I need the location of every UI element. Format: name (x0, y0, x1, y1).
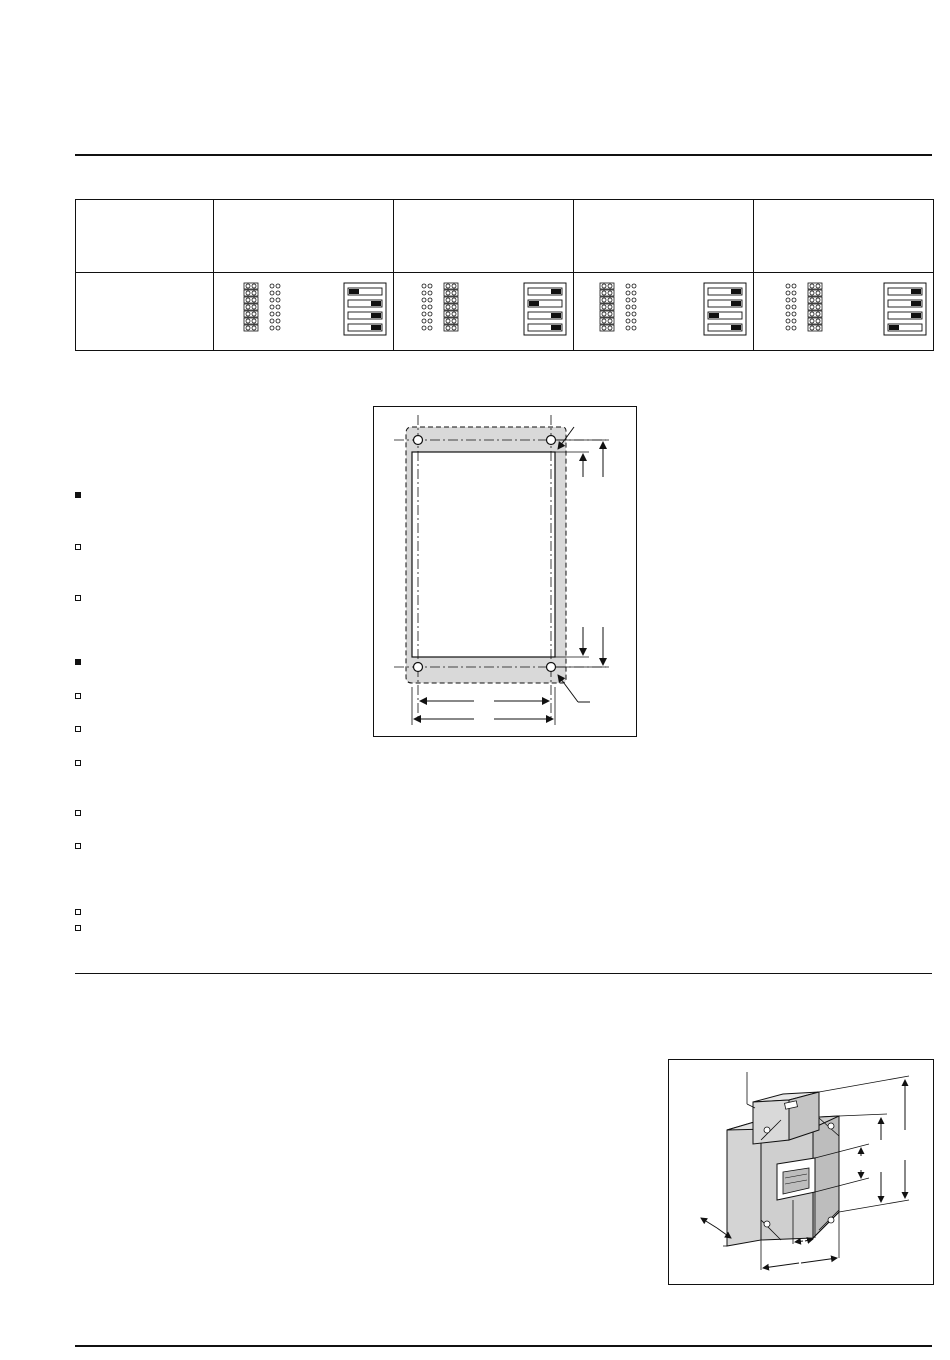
list-item-bullet (75, 760, 81, 766)
jumper-pin (786, 291, 790, 295)
list-item-bullet (75, 810, 81, 816)
jumper-pin (428, 326, 432, 330)
jumper-pin (626, 312, 630, 316)
jumper-pin (626, 291, 630, 295)
jumper-pin (276, 319, 280, 323)
dip-switch-knob (889, 325, 899, 330)
jumper-pin (270, 326, 274, 330)
jumper-pin (792, 312, 796, 316)
dip-switch-knob (709, 313, 719, 318)
jumper-pin (602, 326, 606, 330)
jumper-pin (252, 298, 256, 302)
jumper-pin (786, 305, 790, 309)
jumper-pin (816, 305, 820, 309)
jumper-pin (632, 291, 636, 295)
dip-switch-knob (911, 301, 921, 306)
jumper-pin (792, 326, 796, 330)
jumper-pin (246, 326, 250, 330)
switch-cell-2 (394, 273, 574, 351)
dip-switch-knob (911, 289, 921, 294)
dip-switch-diagram-2 (394, 273, 572, 345)
jumper-pin (270, 305, 274, 309)
jumper-pin (422, 305, 426, 309)
switch-cell-4 (754, 273, 934, 351)
jumper-pin (422, 312, 426, 316)
jumper-pin (246, 305, 250, 309)
jumper-pin (602, 291, 606, 295)
jumper-pin (810, 326, 814, 330)
jumper-pin (816, 291, 820, 295)
jumper-pin (422, 291, 426, 295)
jumper-pin (270, 319, 274, 323)
jumper-pin (602, 319, 606, 323)
top-rule (75, 154, 932, 156)
list-item-bullet (75, 544, 81, 550)
jumper-pin (608, 291, 612, 295)
jumper-pin (276, 312, 280, 316)
list-item-bullet (75, 843, 81, 849)
list-item-bullet (75, 909, 81, 915)
jumper-pin (246, 284, 250, 288)
jumper-pin (816, 326, 820, 330)
jumper-pin (602, 298, 606, 302)
dip-switch-knob (731, 289, 741, 294)
jumper-pin (452, 326, 456, 330)
dip-switch-knob (371, 313, 381, 318)
jumper-pin (608, 284, 612, 288)
dip-switch-knob (551, 289, 561, 294)
jumper-pin (786, 298, 790, 302)
jumper-pin (452, 312, 456, 316)
jumper-pin (810, 305, 814, 309)
header-cell-label (76, 200, 214, 273)
jumper-pin (608, 305, 612, 309)
switch-cell-1 (214, 273, 394, 351)
jumper-pin (452, 305, 456, 309)
jumper-pin (626, 305, 630, 309)
jumper-pin (446, 291, 450, 295)
jumper-pin (270, 291, 274, 295)
jumper-pin (270, 312, 274, 316)
dip-switch-diagram-4 (754, 273, 932, 345)
jumper-pin (792, 291, 796, 295)
dip-switch-knob (731, 301, 741, 306)
jumper-pin (452, 298, 456, 302)
jumper-pin (632, 305, 636, 309)
jumper-pin (792, 319, 796, 323)
jumper-pin (252, 284, 256, 288)
jumper-pin (446, 305, 450, 309)
mounting-cutout-drawing-icon (374, 407, 636, 736)
jumper-pin (602, 284, 606, 288)
jumper-pin (602, 305, 606, 309)
header-cell-4 (754, 200, 934, 273)
header-cell-3 (574, 200, 754, 273)
jumper-pin (786, 312, 790, 316)
list-item-bullet (75, 659, 81, 665)
switch-cell-3 (574, 273, 754, 351)
current-transformer-drawing-icon (669, 1060, 933, 1284)
dip-switch-knob (371, 301, 381, 306)
middle-rule (75, 973, 932, 974)
jumper-pin (608, 312, 612, 316)
dip-switch-knob (551, 313, 561, 318)
jumper-pin (632, 326, 636, 330)
jumper-pin (602, 312, 606, 316)
jumper-pin (270, 284, 274, 288)
dip-switch-knob (529, 301, 539, 306)
jumper-pin (428, 284, 432, 288)
jumper-pin (446, 312, 450, 316)
jumper-pin (428, 298, 432, 302)
jumper-pin (792, 284, 796, 288)
list-item-bullet (75, 595, 81, 601)
jumper-pin (608, 298, 612, 302)
header-cell-2 (394, 200, 574, 273)
jumper-pin (810, 319, 814, 323)
dip-switch-knob (349, 289, 359, 294)
jumper-pin (246, 312, 250, 316)
current-transformer-figure (668, 1059, 934, 1285)
jumper-pin (816, 319, 820, 323)
jumper-pin (810, 312, 814, 316)
jumper-pin (452, 284, 456, 288)
jumper-pin (276, 305, 280, 309)
jumper-pin (422, 284, 426, 288)
jumper-pin (626, 284, 630, 288)
jumper-pin (428, 319, 432, 323)
jumper-pin (786, 326, 790, 330)
jumper-pin (786, 319, 790, 323)
jumper-pin (422, 298, 426, 302)
jumper-pin (816, 312, 820, 316)
jumper-pin (626, 298, 630, 302)
dip-switch-knob (731, 325, 741, 330)
jumper-pin (608, 319, 612, 323)
jumper-pin (446, 284, 450, 288)
jumper-pin (428, 291, 432, 295)
list-item-bullet (75, 492, 81, 498)
dip-switch-knob (371, 325, 381, 330)
jumper-pin (446, 319, 450, 323)
jumper-pin (608, 326, 612, 330)
jumper-pin (252, 326, 256, 330)
list-item-bullet (75, 925, 81, 931)
jumper-pin (626, 326, 630, 330)
header-cell-1 (214, 200, 394, 273)
jumper-pin (632, 319, 636, 323)
jumper-pin (452, 319, 456, 323)
jumper-pin (252, 305, 256, 309)
list-item-bullet (75, 726, 81, 732)
switch-row-label-cell (76, 273, 214, 351)
jumper-pin (252, 291, 256, 295)
jumper-pin (276, 298, 280, 302)
jumper-pin (446, 298, 450, 302)
dip-switch-knob (551, 325, 561, 330)
jumper-pin (276, 284, 280, 288)
table-switch-row (76, 273, 934, 351)
jumper-pin (626, 319, 630, 323)
configuration-table (75, 199, 934, 351)
jumper-pin (452, 291, 456, 295)
jumper-pin (252, 319, 256, 323)
jumper-pin (786, 284, 790, 288)
list-item-bullet (75, 693, 81, 699)
table-header-row (76, 200, 934, 273)
jumper-pin (632, 284, 636, 288)
jumper-pin (428, 305, 432, 309)
jumper-pin (810, 284, 814, 288)
dip-switch-diagram-3 (574, 273, 752, 345)
bottom-rule (75, 1345, 932, 1347)
jumper-pin (276, 291, 280, 295)
jumper-pin (810, 291, 814, 295)
jumper-pin (816, 284, 820, 288)
dip-switch-knob (911, 313, 921, 318)
jumper-pin (792, 305, 796, 309)
jumper-pin (816, 298, 820, 302)
jumper-pin (446, 326, 450, 330)
jumper-pin (422, 319, 426, 323)
jumper-pin (810, 298, 814, 302)
jumper-pin (252, 312, 256, 316)
jumper-pin (246, 319, 250, 323)
jumper-pin (792, 298, 796, 302)
jumper-pin (422, 326, 426, 330)
jumper-pin (246, 298, 250, 302)
dip-switch-diagram-1 (214, 273, 392, 345)
panel-cutout-figure (373, 406, 637, 737)
jumper-pin (632, 312, 636, 316)
jumper-pin (632, 298, 636, 302)
jumper-pin (276, 326, 280, 330)
jumper-pin (246, 291, 250, 295)
jumper-pin (270, 298, 274, 302)
jumper-pin (428, 312, 432, 316)
